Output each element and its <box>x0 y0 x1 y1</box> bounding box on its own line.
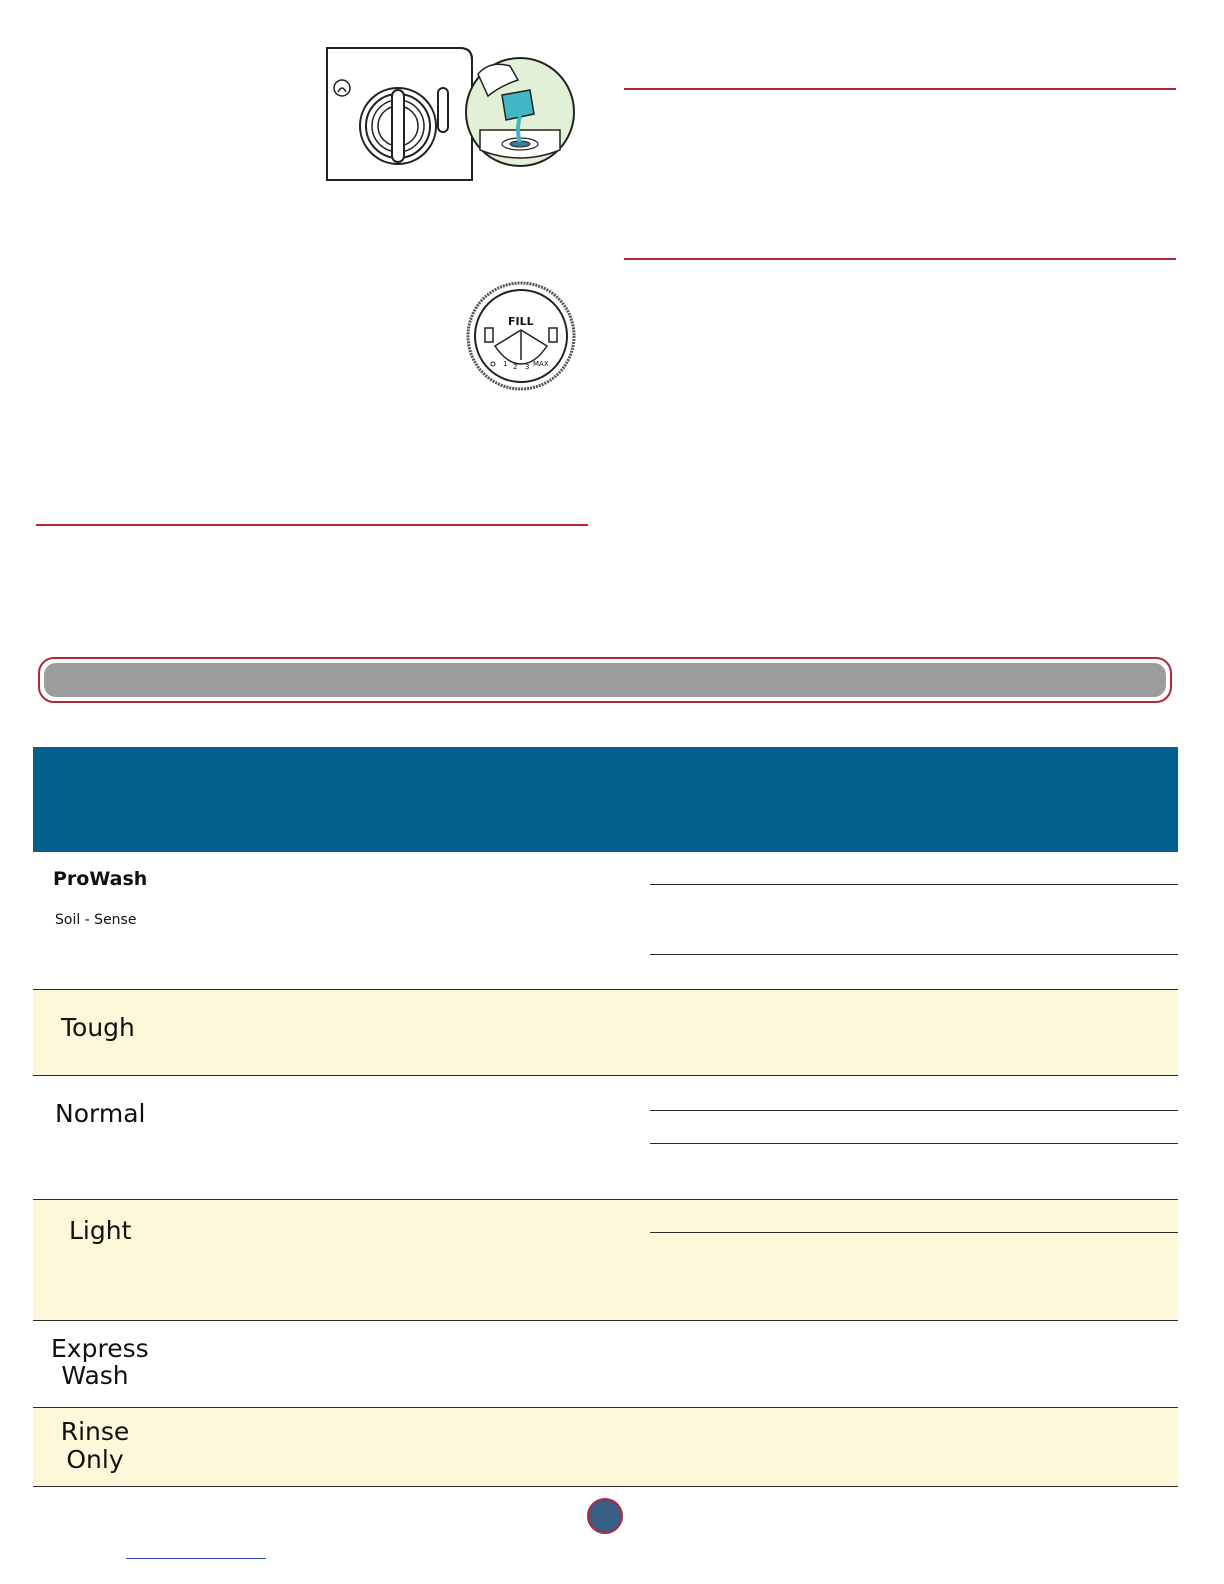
cycle-name-tough: Tough <box>61 1013 135 1042</box>
section-rule-top-right <box>624 88 1176 90</box>
dial-mark-max: MAX <box>533 360 549 368</box>
table-row-express-wash <box>33 1321 1178 1408</box>
dial-mark-2: 2 <box>513 363 518 371</box>
section-banner <box>38 657 1172 703</box>
section-rule-left <box>36 524 588 526</box>
section-rule-mid-right <box>624 258 1176 260</box>
row-divider <box>650 1143 1178 1144</box>
dial-mark-1: 1 <box>503 360 508 368</box>
table-row-normal <box>33 1076 1178 1200</box>
row-divider <box>650 954 1178 955</box>
dial-mark-3: 3 <box>525 363 530 371</box>
row-divider <box>650 1232 1178 1233</box>
footer-link-underline[interactable] <box>126 1558 266 1559</box>
cycle-name-light: Light <box>69 1216 132 1245</box>
cycle-name-normal: Normal <box>55 1099 146 1128</box>
section-banner-fill <box>44 663 1166 697</box>
detergent-dispenser-illustration <box>320 40 585 185</box>
rinse-aid-dial-illustration <box>465 280 577 392</box>
dial-fill-label: FILL <box>508 315 534 328</box>
cycle-name-rinse: Rinse <box>60 1417 130 1446</box>
cycle-name-express: Express <box>51 1334 149 1363</box>
cycle-name-only: Only <box>66 1445 124 1474</box>
table-row-prowash <box>33 852 1178 990</box>
row-divider <box>650 884 1178 885</box>
cycle-sub-soil-sense: Soil - Sense <box>55 912 137 928</box>
page-number-badge <box>587 1498 623 1534</box>
cycle-table-header <box>33 747 1178 852</box>
table-row-tough <box>33 990 1178 1076</box>
cycle-name-prowash: ProWash <box>53 868 148 890</box>
row-divider <box>650 1110 1178 1111</box>
cycle-name-wash: Wash <box>61 1361 129 1390</box>
table-row-rinse-only <box>33 1408 1178 1487</box>
table-row-light <box>33 1200 1178 1321</box>
